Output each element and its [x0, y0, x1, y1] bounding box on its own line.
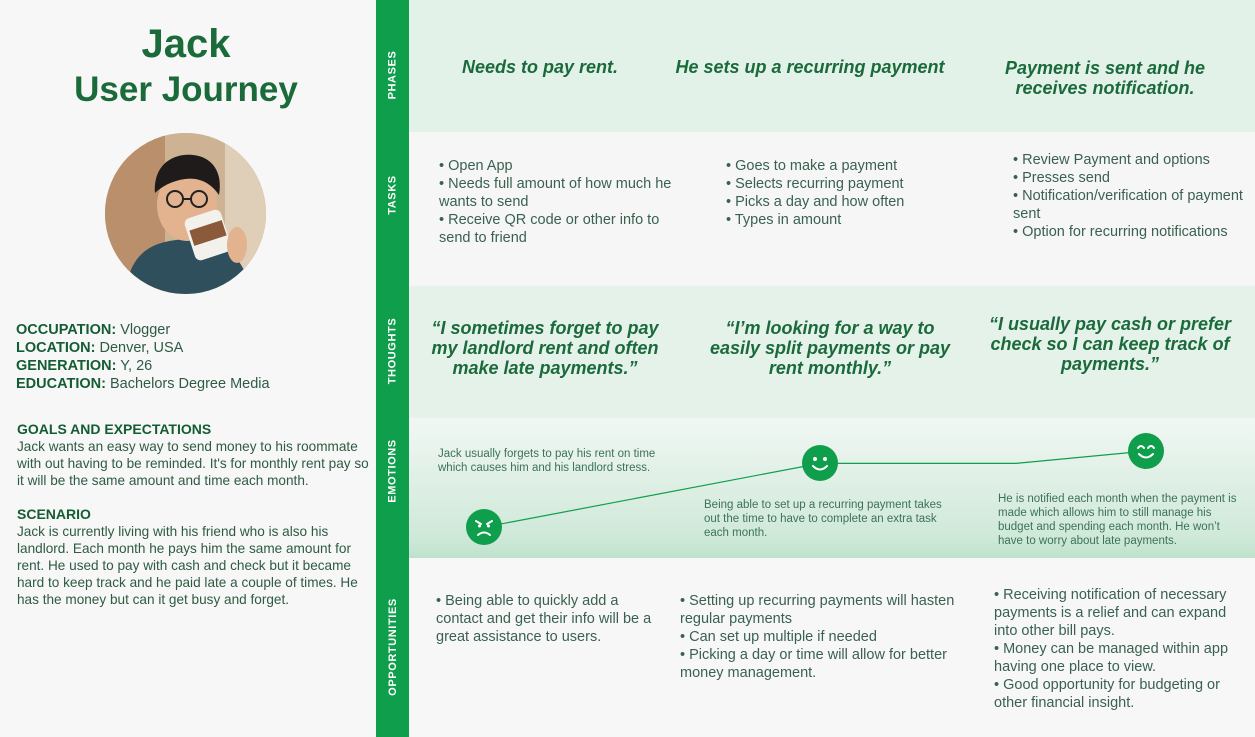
- education-label: EDUCATION:: [16, 376, 106, 392]
- tasks-col-1: [439, 157, 679, 247]
- task-item: • Notification/verification of payment sent: [1013, 188, 1243, 222]
- occupation-label: OCCUPATION:: [16, 322, 117, 338]
- task-item: • Option for recurring notifications: [1013, 224, 1228, 240]
- phase-3: Payment is sent and he receives notification.: [1004, 58, 1206, 98]
- task-item: • Presses send: [1013, 170, 1110, 186]
- tasks-col-2: [726, 157, 956, 229]
- emotion-note-2: Being able to set up a recurring payment takes out the time to have to complete an extra task each month.: [704, 499, 942, 539]
- generation-label: GENERATION:: [16, 358, 117, 374]
- location-label: LOCATION:: [16, 340, 96, 356]
- task-item: • Open App: [439, 158, 513, 174]
- smile-face-icon: [802, 445, 838, 481]
- thought-1: “I sometimes forget to pay my landlord rent and often make late payments.”: [431, 318, 659, 378]
- emotion-note-3: He is notified each month when the payment is made which allows him to still manage his budget and spending each month. He won’t have to worry about late payments.: [998, 493, 1237, 547]
- task-item: • Review Payment and options: [1013, 152, 1210, 168]
- row-label-opportunities: OPPORTUNITIES: [386, 598, 399, 696]
- emotion-note-1: Jack usually forgets to pay his rent on time which causes him and his landlord stress.: [438, 448, 656, 474]
- opportunity-item: • Money can be managed within app having one place to view.: [994, 641, 1229, 675]
- opportunities-col-3: [994, 586, 1246, 712]
- row-label-emotions: EMOTIONS: [386, 439, 399, 503]
- occupation-value: Vlogger: [120, 322, 171, 338]
- persona-info: [16, 321, 270, 393]
- task-item: • Goes to make a payment: [726, 158, 898, 174]
- tasks-col-3: [1013, 151, 1253, 241]
- task-item: • Types in amount: [726, 212, 842, 228]
- opportunity-item: • Good opportunity for budgeting or other financial insight.: [994, 677, 1220, 711]
- scenario-text: Jack is currently living with his friend who is also his landlord. Each month he pays him the same amount for rent. He used to pay with cash and check but it became hard to keep track and he paid late a couple of times. He has the money but can it get busy and forget.: [17, 524, 358, 607]
- goals-text: Jack wants an easy way to send money to his roommate with out having to be reminded. It's for monthly rent pay so it will be the same amount and time each month.: [17, 439, 369, 488]
- row-label-phases: PHASES: [386, 50, 399, 100]
- opportunities-col-2: [680, 592, 975, 682]
- opportunity-item: • Picking a day or time will allow for better money management.: [680, 647, 947, 681]
- opportunity-item: • Being able to quickly add a contact and get their info will be a great assistance to users.: [436, 593, 652, 645]
- thought-2: “I’m looking for a way to easily split payments or pay rent monthly.”: [709, 318, 951, 378]
- row-label-tasks: TASKS: [386, 175, 399, 215]
- generation-value: Y, 26: [120, 358, 153, 374]
- persona-photo: [105, 133, 266, 294]
- angry-face-icon: [466, 509, 502, 545]
- persona-name: Jack: [141, 22, 231, 66]
- task-item: • Picks a day and how often: [726, 194, 905, 210]
- task-item: • Receive QR code or other info to send to friend: [439, 212, 660, 246]
- education-value: Bachelors Degree Media: [109, 376, 270, 392]
- happy-face-icon: [1128, 433, 1164, 469]
- location-value: Denver, USA: [99, 340, 184, 356]
- avatar: [105, 133, 266, 294]
- phase-2: He sets up a recurring payment: [675, 57, 945, 77]
- row-label-thoughts: THOUGHTS: [386, 317, 399, 385]
- thought-3: “I usually pay cash or prefer check so I can keep track of payments.”: [988, 314, 1232, 374]
- opportunities-col-1: [436, 592, 666, 646]
- persona-panel: [0, 0, 376, 737]
- task-item: • Needs full amount of how much he wants to send: [439, 176, 672, 210]
- phase-1: Needs to pay rent.: [461, 57, 619, 77]
- opportunity-item: • Receiving notification of necessary payments is a relief and can expand into other bill pays.: [994, 587, 1227, 639]
- task-item: • Selects recurring payment: [726, 176, 904, 192]
- goals-heading: GOALS AND EXPECTATIONS: [17, 421, 212, 437]
- opportunity-item: • Can set up multiple if needed: [680, 629, 877, 645]
- page-title: User Journey: [74, 70, 298, 109]
- opportunity-item: • Setting up recurring payments will hasten regular payments: [680, 593, 955, 627]
- scenario-heading: SCENARIO: [17, 506, 91, 522]
